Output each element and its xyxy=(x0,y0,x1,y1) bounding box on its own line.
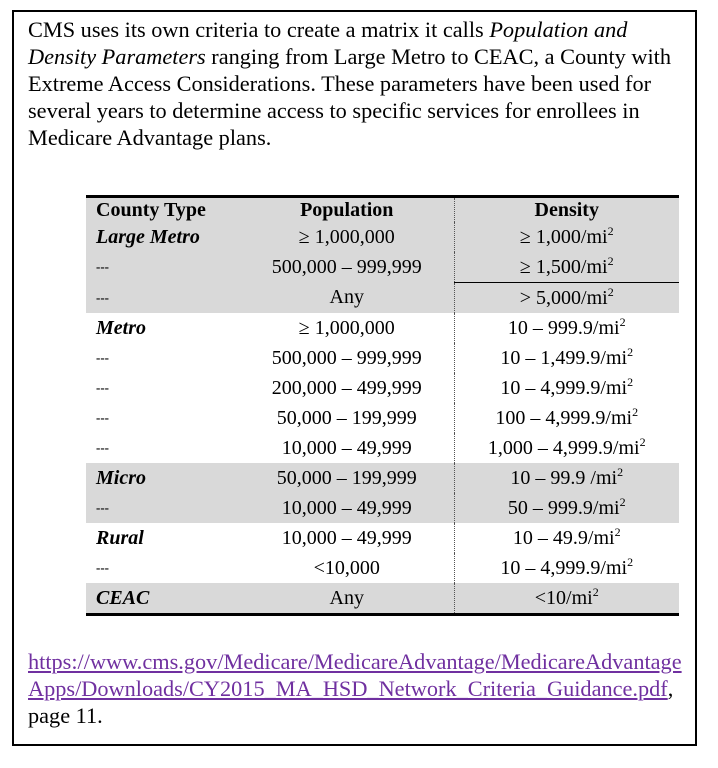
cell-density xyxy=(454,433,679,463)
population-density-table xyxy=(86,195,679,616)
cell-population: 50,000 – 199,999 xyxy=(240,403,454,433)
density-value: 100 – 4,999.9/mi xyxy=(495,406,633,429)
density-value: 10 – 999.9/mi xyxy=(507,316,620,339)
table-row xyxy=(86,313,679,343)
cell-population: 200,000 – 499,999 xyxy=(240,373,454,403)
squared-superscript: 2 xyxy=(627,374,634,389)
squared-superscript: 2 xyxy=(614,524,621,539)
cell-population: 10,000 – 49,999 xyxy=(240,433,454,463)
density-value: > 5,000/mi xyxy=(519,286,608,309)
squared-superscript: 2 xyxy=(617,464,624,479)
intro-paragraph xyxy=(28,16,688,151)
cell-county-type: --- xyxy=(96,350,109,365)
cell-population: Any xyxy=(240,283,454,314)
table-row xyxy=(86,222,679,252)
squared-superscript: 2 xyxy=(607,253,614,268)
header-county-type: County Type xyxy=(96,198,206,221)
table-row xyxy=(86,343,679,373)
reference-suffix: , page 11. xyxy=(28,676,674,728)
cell-county-type: Rural xyxy=(96,526,144,549)
cell-county-type: --- xyxy=(96,410,109,425)
cell-population: 500,000 – 999,999 xyxy=(240,343,454,373)
squared-superscript: 2 xyxy=(627,554,634,569)
reference-paragraph xyxy=(28,648,688,729)
table-body xyxy=(86,222,679,615)
cell-population: Any xyxy=(240,583,454,615)
cell-density xyxy=(454,252,679,283)
cell-population: ≥ 1,000,000 xyxy=(240,313,454,343)
density-value: 10 – 49.9/mi xyxy=(512,526,615,549)
cell-density xyxy=(454,373,679,403)
squared-superscript: 2 xyxy=(632,404,639,419)
density-value: 1,000 – 4,999.9/mi xyxy=(487,436,640,459)
cell-density xyxy=(454,283,679,314)
cell-density xyxy=(454,343,679,373)
cell-county-type: --- xyxy=(96,440,109,455)
header-population: Population xyxy=(240,197,454,223)
cell-county-type: Micro xyxy=(96,466,146,489)
intro-text-1: CMS uses its own criteria to create a matrix it calls xyxy=(28,17,490,42)
cell-density xyxy=(454,463,679,493)
density-value: ≥ 1,000/mi xyxy=(519,225,608,248)
reference-link[interactable]: https://www.cms.gov/Medicare/MedicareAdvantage/MedicareAdvantageApps/Downloads/CY2015_MA_HSD_Network_Criteria_Guidance.pdf xyxy=(28,649,682,701)
table-row xyxy=(86,523,679,553)
cell-population: 50,000 – 199,999 xyxy=(240,463,454,493)
cell-county-type: Large Metro xyxy=(96,225,200,248)
squared-superscript: 2 xyxy=(592,584,599,599)
cell-density xyxy=(454,222,679,252)
intro-italic-term: Population and Density Parameters xyxy=(28,17,628,69)
table-row xyxy=(86,403,679,433)
table-row xyxy=(86,373,679,403)
cell-density xyxy=(454,403,679,433)
cell-population: ≥ 1,000,000 xyxy=(240,222,454,252)
table-row xyxy=(86,433,679,463)
intro-text-2: ranging from Large Metro to CEAC, a County with Extreme Access Considerations. These parameters have been used for several years to determine access to specific services for enrollees in Medicare Advantage plans. xyxy=(28,44,672,150)
cell-county-type: --- xyxy=(96,380,109,395)
table-row xyxy=(86,583,679,615)
cell-county-type: --- xyxy=(96,500,109,515)
squared-superscript: 2 xyxy=(607,223,614,238)
squared-superscript: 2 xyxy=(627,344,634,359)
table-row xyxy=(86,493,679,523)
density-value: <10/mi xyxy=(534,586,593,609)
table-header-row xyxy=(86,197,679,223)
cell-density xyxy=(454,583,679,615)
cell-population: 500,000 – 999,999 xyxy=(240,252,454,283)
cell-population: 10,000 – 49,999 xyxy=(240,493,454,523)
cell-county-type: --- xyxy=(96,289,109,305)
squared-superscript: 2 xyxy=(619,314,626,329)
density-value: ≥ 1,500/mi xyxy=(519,255,608,278)
density-value: 10 – 4,999.9/mi xyxy=(500,556,628,579)
table-row xyxy=(86,252,679,283)
cell-county-type: CEAC xyxy=(96,586,150,609)
table-row xyxy=(86,553,679,583)
cell-population: 10,000 – 49,999 xyxy=(240,523,454,553)
cell-density xyxy=(454,553,679,583)
squared-superscript: 2 xyxy=(639,434,646,449)
density-value: 10 – 4,999.9/mi xyxy=(500,376,628,399)
cell-density xyxy=(454,493,679,523)
table-row xyxy=(86,283,679,314)
cell-county-type: Metro xyxy=(96,316,146,339)
cell-county-type: --- xyxy=(96,560,109,575)
density-value: 50 – 999.9/mi xyxy=(507,496,620,519)
squared-superscript: 2 xyxy=(619,494,626,509)
table-row xyxy=(86,463,679,493)
header-density: Density xyxy=(534,198,599,221)
squared-superscript: 2 xyxy=(607,284,614,299)
density-value: 10 – 99.9 /mi xyxy=(510,466,618,489)
cell-density xyxy=(454,313,679,343)
density-value: 10 – 1,499.9/mi xyxy=(500,346,628,369)
cell-population: <10,000 xyxy=(240,553,454,583)
cell-county-type: --- xyxy=(96,259,109,275)
cell-density xyxy=(454,523,679,553)
